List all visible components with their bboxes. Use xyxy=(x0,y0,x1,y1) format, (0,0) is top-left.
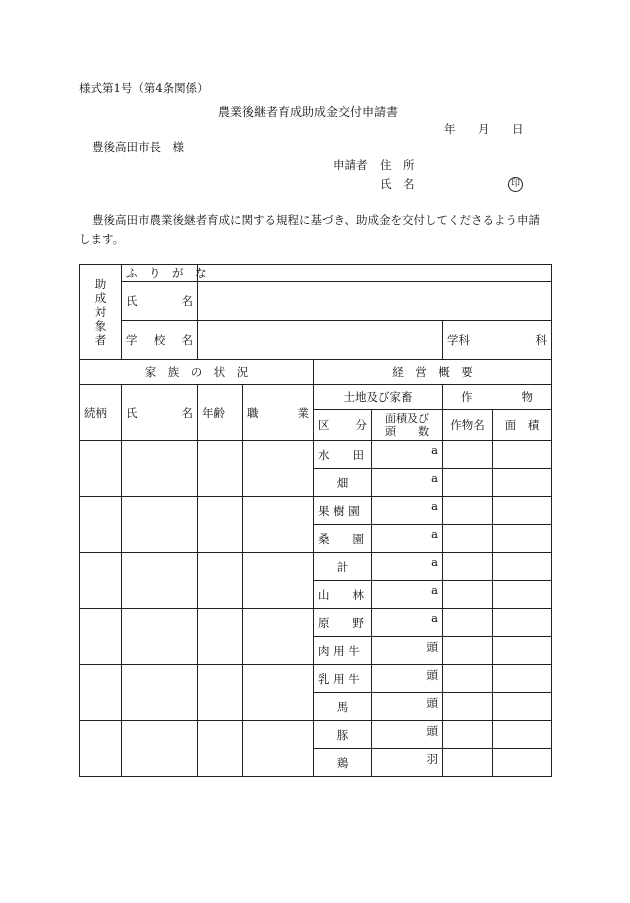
land-class-label: 畑 xyxy=(314,469,372,497)
family-job-header: 職 業 xyxy=(243,385,314,441)
crop-area-cell[interactable] xyxy=(493,609,552,637)
family-relation-cell[interactable] xyxy=(80,497,122,553)
crop-name-cell[interactable] xyxy=(443,693,493,721)
land-amount-cell[interactable]: a xyxy=(372,609,443,637)
land-amount-cell[interactable]: a xyxy=(372,497,443,525)
crop-name-cell[interactable] xyxy=(443,665,493,693)
crop-area-cell[interactable] xyxy=(493,497,552,525)
address-label: 住 所 xyxy=(380,158,415,172)
crop-name-cell[interactable] xyxy=(443,469,493,497)
school-name-field[interactable] xyxy=(198,321,443,360)
crop-area-cell[interactable] xyxy=(493,553,552,581)
furigana-field[interactable] xyxy=(198,265,552,282)
form-title: 農業後継者育成助成金交付申請書 xyxy=(218,105,399,119)
family-age-cell[interactable] xyxy=(198,497,243,553)
crop-name-cell[interactable] xyxy=(443,721,493,749)
table-row xyxy=(80,441,552,469)
family-name-cell[interactable] xyxy=(122,721,198,777)
family-age-cell[interactable] xyxy=(198,553,243,609)
form-number: 様式第1号（第4条関係） xyxy=(79,81,209,95)
table-row xyxy=(80,553,552,581)
land-class-label: 計 xyxy=(314,553,372,581)
crop-name-cell[interactable] xyxy=(443,441,493,469)
family-relation-cell[interactable] xyxy=(80,553,122,609)
request-text-line2: します。 xyxy=(79,232,125,246)
land-class-label: 肉 用 牛 xyxy=(314,637,372,665)
crop-name-cell[interactable] xyxy=(443,525,493,553)
management-heading: 経 営 概 要 xyxy=(314,360,552,385)
family-name-cell[interactable] xyxy=(122,441,198,497)
seal-mark-icon: 印 xyxy=(508,175,523,192)
area-count-column-header: 面積及び 頭 数 xyxy=(372,410,443,441)
land-class-label: 水 田 xyxy=(314,441,372,469)
family-name-cell[interactable] xyxy=(122,609,198,665)
family-job-cell[interactable] xyxy=(243,553,314,609)
family-job-cell[interactable] xyxy=(243,721,314,777)
crop-name-cell[interactable] xyxy=(443,497,493,525)
crop-area-cell[interactable] xyxy=(493,637,552,665)
land-amount-cell[interactable]: 頭 xyxy=(372,665,443,693)
subject-side-label: 助 成 対 象 者 xyxy=(80,265,122,360)
land-class-label: 豚 xyxy=(314,721,372,749)
crop-area-cell[interactable] xyxy=(493,693,552,721)
land-class-label: 果 樹 園 xyxy=(314,497,372,525)
family-age-cell[interactable] xyxy=(198,609,243,665)
land-class-label: 桑 園 xyxy=(314,525,372,553)
family-relation-cell[interactable] xyxy=(80,665,122,721)
table-row xyxy=(80,665,552,693)
family-relation-cell[interactable] xyxy=(80,609,122,665)
land-class-label: 山 林 xyxy=(314,581,372,609)
applicant-name-label: 氏 名 xyxy=(380,177,415,191)
land-amount-cell[interactable]: a xyxy=(372,553,443,581)
family-name-header: 氏 名 xyxy=(122,385,198,441)
crop-area-cell[interactable] xyxy=(493,721,552,749)
land-class-label: 乳 用 牛 xyxy=(314,665,372,693)
family-age-header: 年齢 xyxy=(198,385,243,441)
crop-name-cell[interactable] xyxy=(443,749,493,777)
furigana-label: ふ り が な xyxy=(122,265,198,282)
date-month-label: 月 xyxy=(478,122,490,136)
family-name-cell[interactable] xyxy=(122,553,198,609)
land-class-label: 鶏 xyxy=(314,749,372,777)
table-row xyxy=(80,609,552,637)
family-relation-cell[interactable] xyxy=(80,721,122,777)
request-text-line1: 豊後高田市農業後継者育成に関する規程に基づき、助成金を交付してくださるよう申請 xyxy=(92,213,541,227)
crop-area-cell[interactable] xyxy=(493,469,552,497)
crop-area-cell[interactable] xyxy=(493,525,552,553)
family-age-cell[interactable] xyxy=(198,441,243,497)
crop-area-column-header: 面 積 xyxy=(493,410,552,441)
date-year-label: 年 xyxy=(444,122,456,136)
land-amount-cell[interactable]: 頭 xyxy=(372,721,443,749)
family-status-heading: 家 族 の 状 況 xyxy=(80,360,314,385)
date-day-label: 日 xyxy=(512,122,524,136)
table-row xyxy=(80,497,552,525)
crop-area-cell[interactable] xyxy=(493,749,552,777)
crop-name-cell[interactable] xyxy=(443,609,493,637)
land-amount-cell[interactable]: a xyxy=(372,581,443,609)
application-form-table xyxy=(79,264,552,777)
school-name-label: 学 校 名 xyxy=(122,321,198,360)
addressee: 豊後高田市長 様 xyxy=(92,140,184,154)
subject-name-label: 氏 名 xyxy=(122,282,198,321)
subject-name-field[interactable] xyxy=(198,282,552,321)
crop-area-cell[interactable] xyxy=(493,581,552,609)
family-age-cell[interactable] xyxy=(198,721,243,777)
crop-name-cell[interactable] xyxy=(443,637,493,665)
family-job-cell[interactable] xyxy=(243,497,314,553)
family-job-cell[interactable] xyxy=(243,609,314,665)
crops-heading: 作 物 xyxy=(443,385,552,410)
land-class-label: 原 野 xyxy=(314,609,372,637)
family-job-cell[interactable] xyxy=(243,665,314,721)
crop-area-cell[interactable] xyxy=(493,665,552,693)
class-column-header: 区 分 xyxy=(314,410,372,441)
land-amount-cell[interactable]: a xyxy=(372,441,443,469)
land-livestock-heading: 土地及び家畜 xyxy=(314,385,443,410)
family-job-cell[interactable] xyxy=(243,441,314,497)
land-amount-cell[interactable]: 頭 xyxy=(372,693,443,721)
land-amount-cell[interactable]: a xyxy=(372,469,443,497)
applicant-label: 申請者 xyxy=(333,158,368,172)
department-field[interactable]: 学科 科 xyxy=(443,321,552,360)
land-amount-cell[interactable]: 頭 xyxy=(372,637,443,665)
crop-name-cell[interactable] xyxy=(443,553,493,581)
land-amount-cell[interactable]: 羽 xyxy=(372,749,443,777)
crop-name-column-header: 作物名 xyxy=(443,410,493,441)
family-name-cell[interactable] xyxy=(122,665,198,721)
land-class-label: 馬 xyxy=(314,693,372,721)
crop-name-cell[interactable] xyxy=(443,581,493,609)
family-relation-cell[interactable] xyxy=(80,441,122,497)
land-amount-cell[interactable]: a xyxy=(372,525,443,553)
crop-area-cell[interactable] xyxy=(493,441,552,469)
table-row xyxy=(80,721,552,749)
family-name-cell[interactable] xyxy=(122,497,198,553)
family-age-cell[interactable] xyxy=(198,665,243,721)
family-relation-header: 続柄 xyxy=(80,385,122,441)
